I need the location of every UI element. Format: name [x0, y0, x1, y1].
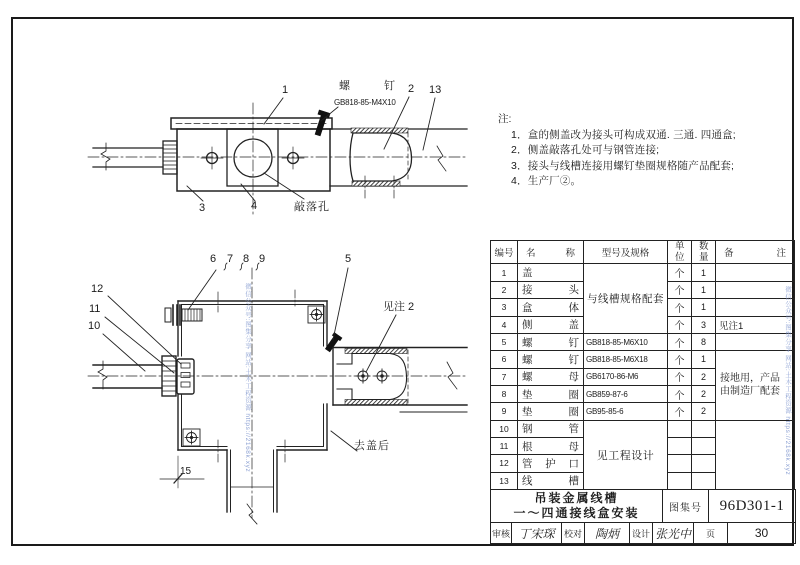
cell-qty: 2	[692, 403, 716, 420]
cell-spec: GB818-85-M6X10	[584, 333, 668, 350]
cell-no: 6	[491, 351, 518, 368]
screw-name-char-a: 螺	[339, 80, 350, 92]
part-label-9: 9	[259, 253, 266, 265]
cell-name: 盖	[518, 264, 584, 281]
sheet-title	[490, 489, 663, 523]
cell-no: 4	[491, 316, 518, 333]
knockout-label: 敲落孔	[294, 201, 330, 213]
part-label-1: 1	[282, 84, 289, 96]
cell-unit: 个	[668, 299, 692, 316]
cell-qty: 1	[692, 281, 716, 298]
table-row	[491, 333, 795, 350]
header-spec: 型号及规格	[584, 241, 668, 264]
cell-qty	[692, 420, 716, 437]
page-number: 30	[727, 522, 796, 544]
part-label-7: 7	[227, 253, 234, 265]
sheet-title-line1: 吊装金属线槽	[534, 491, 619, 505]
page-label: 页	[693, 522, 728, 544]
cell-name: 螺母	[518, 368, 584, 385]
part-label-3: 3	[199, 202, 206, 214]
title-row	[490, 489, 794, 523]
header-qty: 数量	[692, 241, 716, 264]
part-label-12: 12	[91, 283, 104, 295]
cell-unit: 个	[668, 264, 692, 281]
dim-15-label: 15	[180, 466, 192, 477]
part-label-10: 10	[88, 320, 101, 332]
table-row	[491, 351, 795, 368]
part-label-6: 6	[210, 253, 217, 265]
part-label-5: 5	[345, 253, 352, 265]
cell-qty: 3	[692, 316, 716, 333]
checker-label: 校对	[561, 522, 585, 544]
cell-no: 7	[491, 368, 518, 385]
table-header-row	[491, 241, 795, 264]
cell-name: 盒体	[518, 299, 584, 316]
cell-unit: 个	[668, 351, 692, 368]
cell-unit	[668, 437, 692, 454]
screw-spec-label: GB818-85-M4X10	[334, 98, 396, 107]
cell-unit: 个	[668, 403, 692, 420]
cell-spec: GB6170-86-M6	[584, 368, 668, 385]
cell-no: 5	[491, 333, 518, 350]
atlas-number-value: 96D301-1	[708, 489, 796, 523]
sheet-title-line2: 一～四通接线盒安装	[513, 506, 640, 520]
cell-no: 11	[491, 437, 518, 454]
cell-name: 接头	[518, 281, 584, 298]
part-label-4: 4	[251, 200, 258, 212]
part-label-11: 11	[89, 303, 101, 315]
signature-row	[490, 522, 794, 544]
cell-name: 螺钉	[518, 351, 584, 368]
cell-unit	[668, 472, 692, 489]
cell-name: 螺钉	[518, 333, 584, 350]
parts-table-block	[490, 240, 794, 544]
header-unit: 单位	[668, 241, 692, 264]
cell-unit: 个	[668, 368, 692, 385]
cell-name: 线槽	[518, 472, 584, 489]
header-remark: 备 注	[716, 241, 795, 264]
cell-unit: 个	[668, 385, 692, 402]
cell-qty: 2	[692, 385, 716, 402]
cell-no: 13	[491, 472, 518, 489]
atlas-number-label: 图集号	[662, 489, 709, 523]
designer-label: 设计	[629, 522, 653, 544]
cell-name: 垫圈	[518, 385, 584, 402]
cell-unit: 个	[668, 333, 692, 350]
cell-name: 管护口	[518, 455, 584, 472]
note-item-2: 2．侧盖敲落孔处可与钢管连接;	[511, 144, 660, 156]
cell-spec: GB818-85-M6X18	[584, 351, 668, 368]
remark-line1: 接地用，产品	[720, 373, 780, 385]
cell-name: 垫圈	[518, 403, 584, 420]
cell-remark	[716, 264, 795, 281]
cell-qty	[692, 455, 716, 472]
parts-table	[490, 240, 795, 490]
table-row	[491, 420, 795, 437]
cell-qty: 1	[692, 351, 716, 368]
drawing1-side-view	[88, 97, 467, 214]
header-name: 名 称	[518, 241, 584, 264]
reviewer-label: 审核	[490, 522, 512, 544]
see-note2-label: 见注 2	[383, 301, 415, 313]
notes-title: 注:	[498, 113, 512, 125]
part-label-13: 13	[429, 84, 442, 96]
table-row	[491, 264, 795, 281]
checker-signature: 陶炳	[584, 522, 630, 544]
notes-block	[498, 112, 790, 190]
note-item-4: 4．生产厂②。	[511, 175, 582, 187]
cell-spec-merged-top: 与线槽规格配套	[584, 264, 668, 333]
cell-no: 2	[491, 281, 518, 298]
right-connector	[333, 348, 467, 413]
box-walls	[178, 301, 327, 450]
cell-unit: 个	[668, 316, 692, 333]
cell-qty: 1	[692, 299, 716, 316]
cell-qty	[692, 437, 716, 454]
cell-qty: 1	[692, 264, 716, 281]
screw-name-char-b: 钉	[384, 80, 395, 92]
cell-spec: GB95-85-6	[584, 403, 668, 420]
cell-no: 3	[491, 299, 518, 316]
header-no: 编号	[491, 241, 518, 264]
after-cover-label: 去盖后	[354, 440, 390, 452]
cell-qty: 2	[692, 368, 716, 385]
cell-name: 钢管	[518, 420, 584, 437]
note-item-1: 1．盒的侧盖改为接头可构成双通. 三通. 四通盒;	[511, 128, 736, 141]
cell-remark: 见注1	[716, 316, 795, 333]
cell-no: 10	[491, 420, 518, 437]
cell-no: 1	[491, 264, 518, 281]
remark-line2: 由制造厂配套	[720, 386, 780, 398]
cell-qty: 8	[692, 333, 716, 350]
part-label-2: 2	[408, 83, 415, 95]
reviewer-signature: 丁宋琛	[511, 522, 562, 544]
note-item-3: 3．接头与线槽连接用螺钉垫圈规格随产品配套;	[511, 159, 735, 172]
cell-spec-merged-bottom: 见工程设计	[584, 420, 668, 489]
cell-name: 侧盖	[518, 316, 584, 333]
cell-qty	[692, 472, 716, 489]
cell-unit: 个	[668, 281, 692, 298]
grounding-bolt	[165, 305, 202, 325]
cell-no: 8	[491, 385, 518, 402]
cell-unit	[668, 420, 692, 437]
watermark-center: 微信公众号:图集分享 网站:土木工程资源 https://2168k.xyz	[244, 283, 251, 473]
screw-name-label	[339, 80, 395, 92]
cell-spec: GB859-87-6	[584, 385, 668, 402]
cell-no: 9	[491, 403, 518, 420]
cell-unit	[668, 455, 692, 472]
designer-signature: 张光中	[652, 522, 694, 544]
part-label-8: 8	[243, 253, 250, 265]
cell-no: 12	[491, 455, 518, 472]
watermark-right: 微信公众号:图集分享 网站:土木工程资源 https://2168k.xyz	[784, 286, 791, 476]
cell-name: 根母	[518, 437, 584, 454]
